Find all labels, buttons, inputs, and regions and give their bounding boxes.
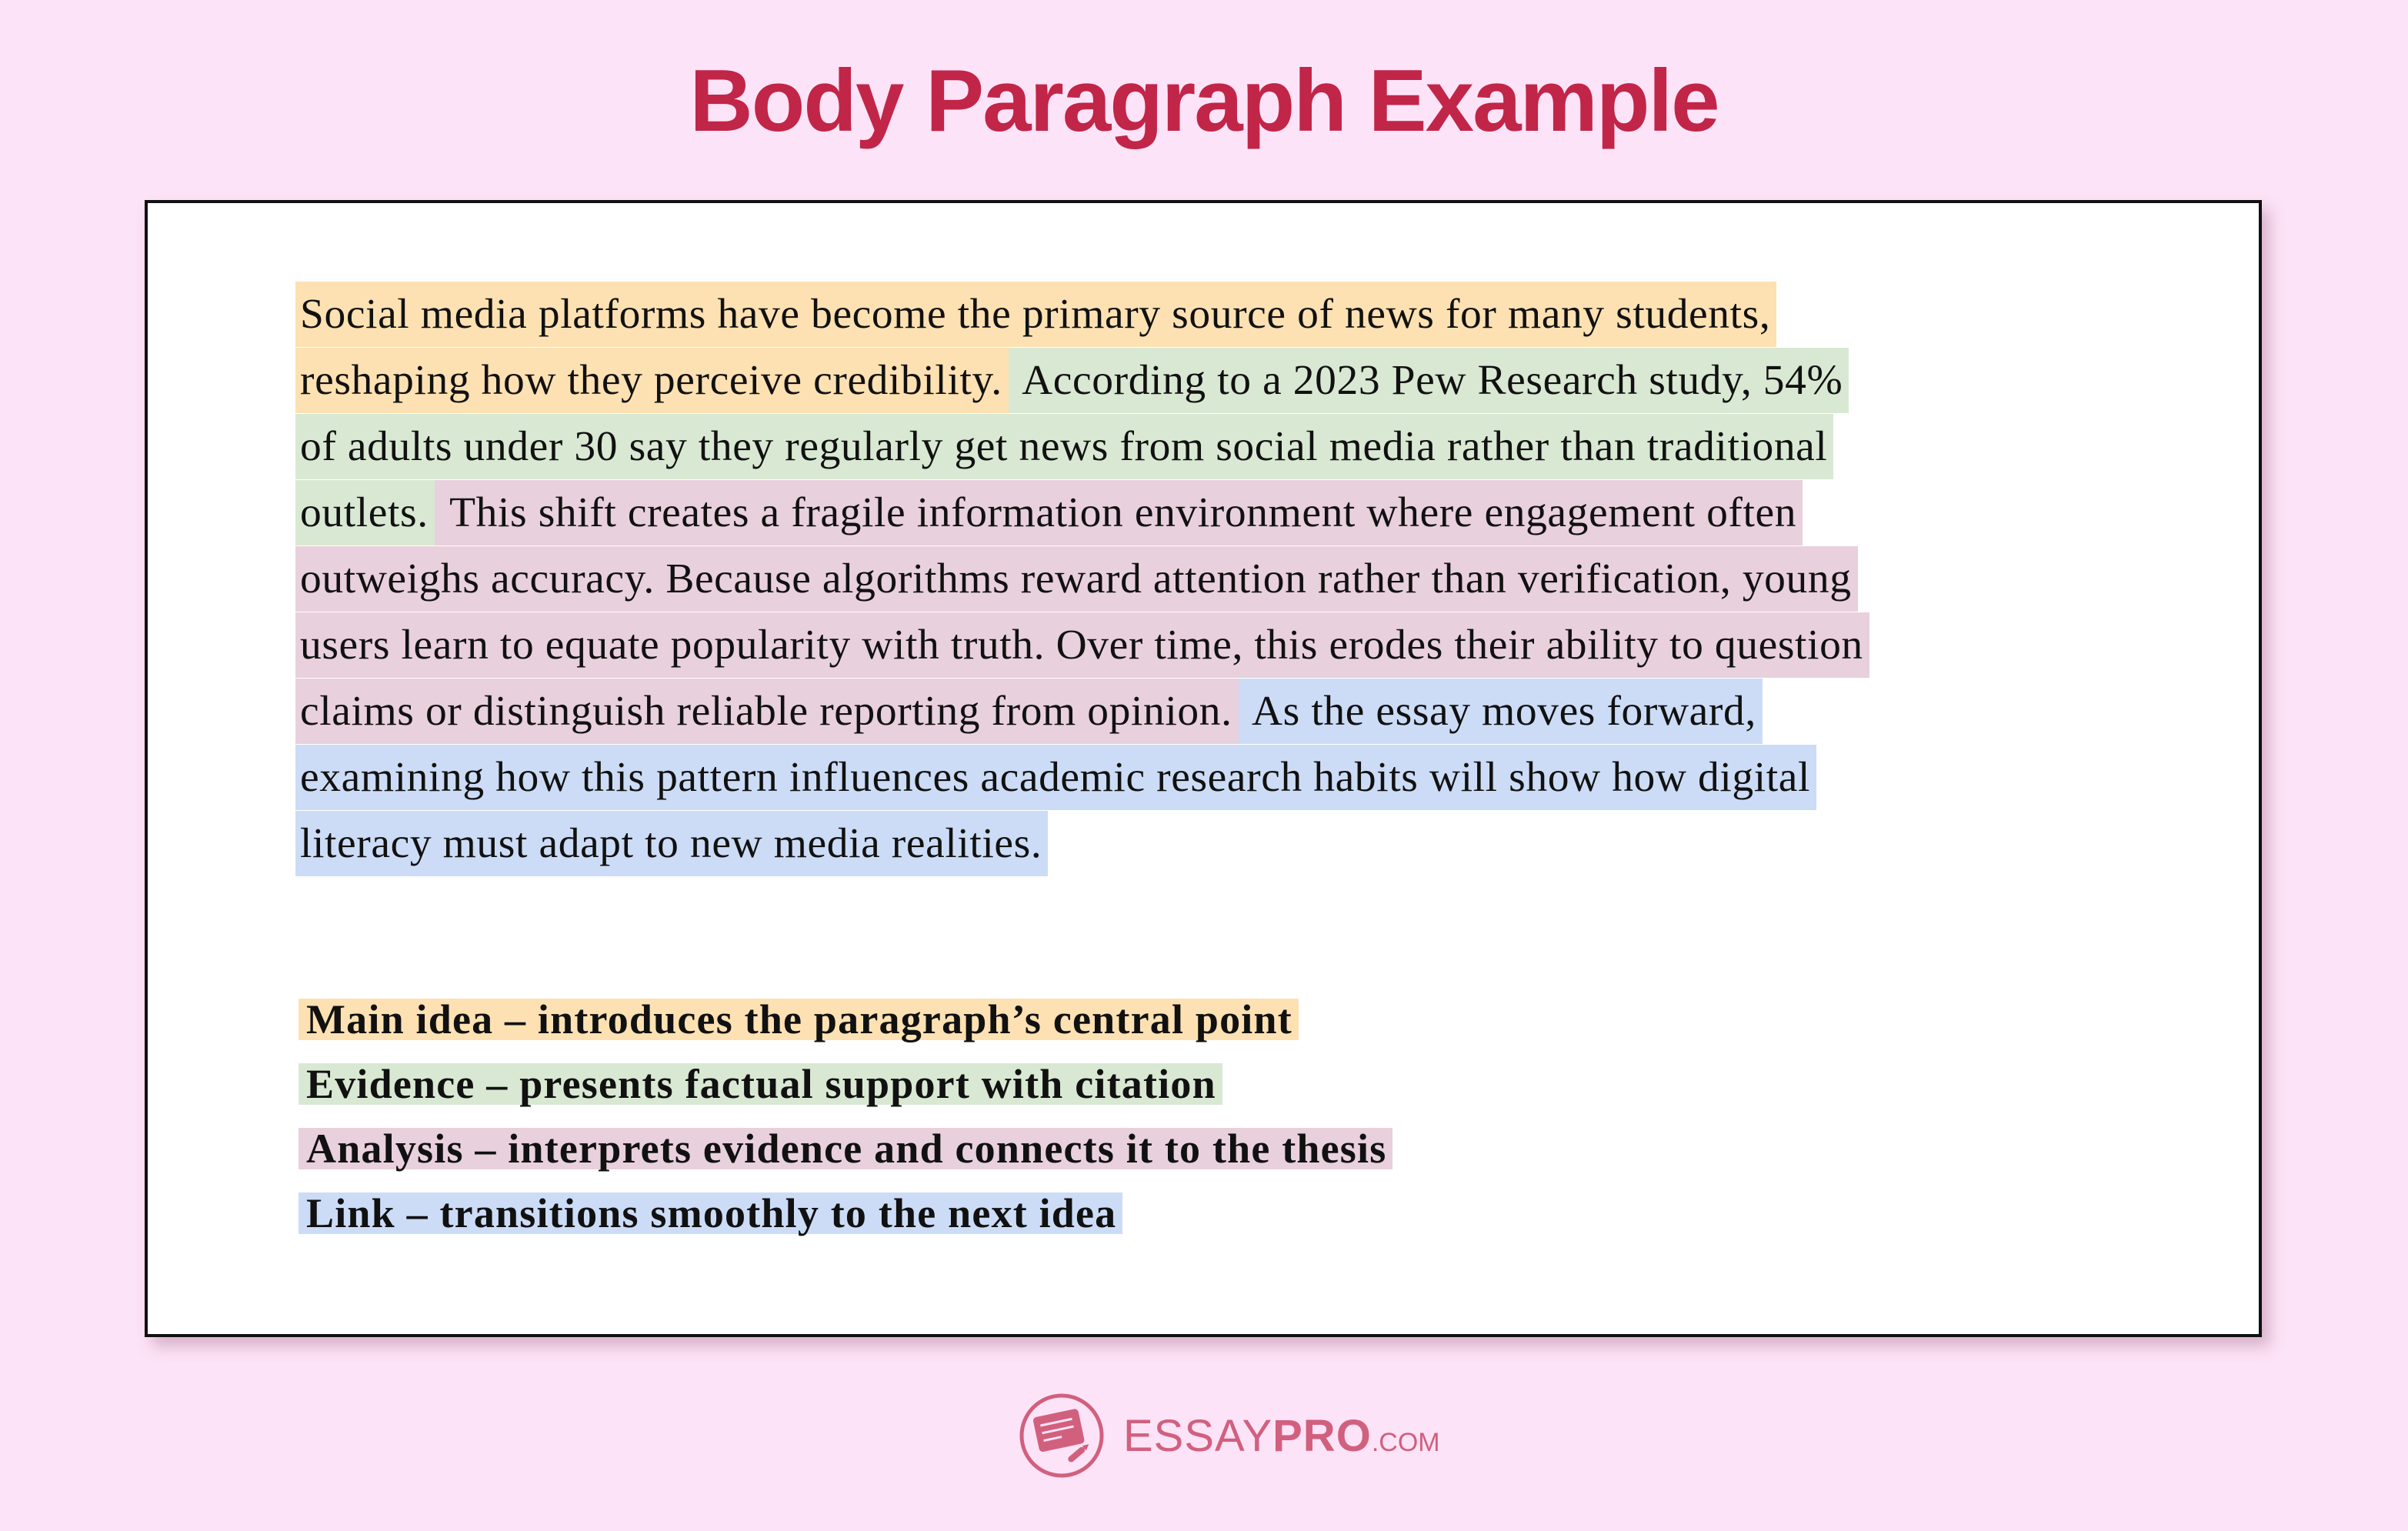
essay-pencil-icon bbox=[1017, 1391, 1106, 1480]
segment-analysis: outweighs accuracy. Because algorithms reward attention rather than verification, young bbox=[295, 546, 1858, 612]
page-title: Body Paragraph Example bbox=[689, 52, 1719, 150]
logo-essay: ESSAY bbox=[1123, 1410, 1273, 1461]
segment-evidence: According to a 2023 Pew Research study, 54% bbox=[1009, 348, 1849, 413]
logo-com: .COM bbox=[1371, 1427, 1440, 1457]
paragraph-line bbox=[295, 811, 2142, 877]
legend-item-link: Link – transitions smoothly to the next idea bbox=[298, 1192, 1122, 1234]
essaypro-logo[interactable] bbox=[1017, 1389, 1440, 1482]
segment-link: As the essay moves forward, bbox=[1239, 679, 1763, 744]
segment-link: examining how this pattern influences academic research habits will show how digital bbox=[295, 745, 1816, 810]
legend-item-evidence: Evidence – presents factual support with citation bbox=[298, 1063, 1222, 1105]
segment-analysis: users learn to equate popularity with truth. Over time, this erodes their ability to question bbox=[295, 612, 1869, 678]
example-card bbox=[145, 200, 2262, 1337]
segment-analysis: This shift creates a fragile information environment where engagement often bbox=[435, 480, 1803, 545]
paragraph-line bbox=[295, 282, 2142, 348]
segment-main: reshaping how they perceive credibility. bbox=[295, 348, 1009, 413]
segment-evidence: of adults under 30 say they regularly get news from social media rather than traditional bbox=[295, 414, 1833, 479]
paragraph-line bbox=[295, 679, 2142, 745]
logo-text bbox=[1123, 1410, 1440, 1462]
body-paragraph bbox=[295, 282, 2142, 877]
paragraph-line bbox=[295, 480, 2142, 546]
legend bbox=[298, 996, 1392, 1257]
paragraph-line bbox=[295, 612, 2142, 679]
paragraph-line bbox=[295, 414, 2142, 480]
logo-pro: PRO bbox=[1272, 1410, 1372, 1461]
segment-link: literacy must adapt to new media realities. bbox=[295, 811, 1048, 876]
segment-analysis: claims or distinguish reliable reporting from opinion. bbox=[295, 679, 1239, 744]
segment-main: Social media platforms have become the primary source of news for many students, bbox=[295, 282, 1776, 347]
segment-evidence: outlets. bbox=[295, 480, 435, 545]
paragraph-line bbox=[295, 348, 2142, 414]
legend-item-analysis: Analysis – interprets evidence and connects it to the thesis bbox=[298, 1128, 1392, 1169]
legend-item-main: Main idea – introduces the paragraph’s central point bbox=[298, 999, 1299, 1040]
paragraph-line bbox=[295, 745, 2142, 811]
paragraph-line bbox=[295, 546, 2142, 612]
